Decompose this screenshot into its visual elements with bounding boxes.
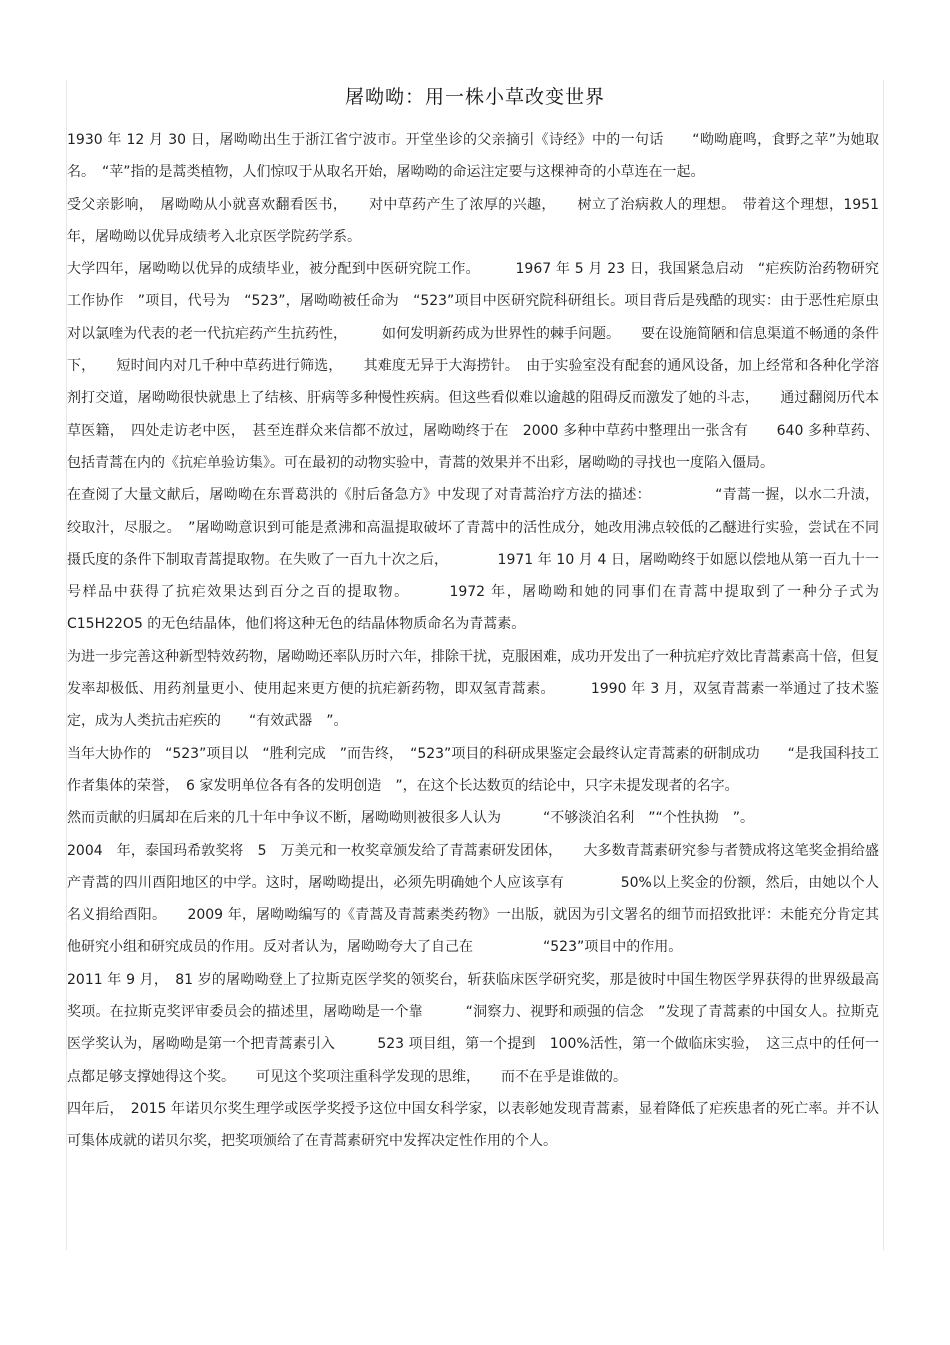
right-margin-line	[883, 80, 884, 1250]
paragraph-collective-credit: 当年大协作的 “523”项目以 “胜利完成 ”而告终， “523”项目的科研成果鉴定会最终认定青蒿素的研制成功 “是我国科技工作者集体的荣誉， 6 家发明单位各有各的发明创造 ”，在这个长达数页的结论中，只字未提发现者的名字。	[67, 745, 879, 794]
document-title: 屠呦呦：用一株小草改变世界	[344, 86, 605, 108]
paragraph-2004-award: 2004 年，泰国玛希敦奖将 5 万美元和一枚奖章颁发给了青蒿素研发团体， 大多数青蒿素研究参与者赞成将这笔奖金捐给盛产青蒿的四川酉阳地区的中学。这时，屠呦呦提出，必须先明确她个人应该享有 50%以上奖金的份额，然后，由她以个人名义捐给酉阳。 2009 年，屠呦呦编写的《青蒿及青蒿素类药物》一出版，就因为引文署名的细节而招致批评：未能充分肯定其他研究小组和研究成员的作用。反对者认为，屠呦呦夸大了自己在 “523”项目中的作用。	[67, 842, 879, 956]
paragraph-dihydroartemisinin: 为进一步完善这种新型特效药物，屠呦呦还率队历时六年，排除干扰，克服困难，成功开发出了一种抗疟疗效比青蒿素高十倍，但复发率却极低、用药剂量更小、使用起来更方便的抗疟新药物，即双氢青蒿素。 1990 年 3 月，双氢青蒿素一举通过了技术鉴定，成为人类抗击疟疾的 “有效武器 ”。	[67, 648, 879, 730]
paragraph-education: 受父亲影响， 屠呦呦从小就喜欢翻看医书， 对中草药产生了浓厚的兴趣， 树立了治病救人的理想。 带着这个理想，1951 年，屠呦呦以优异成绩考入北京医学院药学系。	[67, 196, 879, 245]
paragraph-birth: 1930 年 12 月 30 日，屠呦呦出生于浙江省宁波市。开堂坐诊的父亲摘引《诗经》中的一句话 “呦呦鹿鸣，食野之苹”为她取名。 “苹”指的是蒿类植物，人们惊叹于从取名开始，屠呦呦的命运注定要与这棵神奇的小草连在一起。	[67, 132, 879, 181]
paragraph-controversy: 然而贡献的归属却在后来的几十年中争议不断，屠呦呦则被很多人认为 “不够淡泊名利 ”“个性执拗 ”。	[67, 810, 755, 827]
paragraph-discovery: 在查阅了大量文献后，屠呦呦在东晋葛洪的《肘后备急方》中发现了对青蒿治疗方法的描述： “青蒿一握，以水二升渍，绞取汁，尽服之。 ”屠呦呦意识到可能是煮沸和高温提取破坏了青蒿中的活性成分，她改用沸点较低的乙醚进行实验，尝试在不同摄氏度的条件下制取青蒿提取物。在失败了一百九十次之后， 1971 年 10 月 4 日，屠呦呦终于如愿以偿地从第一百九十一号样品中获得了抗疟效果达到百分之百的提取物。 1972 年，屠呦呦和她的同事们在青蒿中提取到了一种分子式为 C15H22O5 的无色结晶体，他们将这种无色的结晶体物质命名为青蒿素。	[67, 487, 907, 633]
document-body	[67, 124, 907, 1158]
paragraph-lasker-award: 2011 年 9 月， 81 岁的屠呦呦登上了拉斯克医学奖的领奖台，斩获临床医学研究奖，那是彼时中国生物医学界获得的世界级最高奖项。在拉斯克奖评审委员会的描述里，屠呦呦是一个靠 “洞察力、视野和顽强的信念 ”发现了青蒿素的中国女人。拉斯克医学奖认为，屠呦呦是第一个把青蒿素引入 523 项目组，第一个提到 100%活性，第一个做临床实验， 这三点中的任何一点都足够支撑她得这个奖。 可见这个奖项注重科学发现的思维， 而不在乎是谁做的。	[67, 971, 879, 1085]
paragraph-nobel-prize: 四年后， 2015 年诺贝尔奖生理学或医学奖授予这位中国女科学家，以表彰她发现青蒿素，显着降低了疟疾患者的死亡率。并不认可集体成就的诺贝尔奖，把奖项颁给了在青蒿素研究中发挥决定性作用的个人。	[67, 1100, 879, 1150]
paragraph-project-523: 大学四年，屠呦呦以优异的成绩毕业，被分配到中医研究院工作。 1967 年 5 月 23 日，我国紧急启动 “疟疾防治药物研究工作协作 ”项目，代号为 “523”，屠呦呦被任命为 “523”项目中医研究院科研组长。项目背后是残酷的现实：由于恶性疟原虫对以氯喹为代表的老一代抗疟药产生抗药性， 如何发明新药成为世界性的棘手问题。 要在设施简陋和信息渠道不畅通的条件下， 短时间内对几千种中草药进行筛选， 其难度无异于大海捞针。 由于实验室没有配套的通风设备，加上经常和各种化学溶剂打交道，屠呦呦很快就患上了结核、肝病等多种慢性疾病。但这些看似难以逾越的阻碍反而激发了她的斗志， 通过翻阅历代本草医籍， 四处走访老中医， 甚至连群众来信都不放过，屠呦呦终于在 2000 多种中草药中整理出一张含有 640 多种草药、包括青蒿在内的《抗疟单验访集》。可在最初的动物实验中，青蒿的效果并不出彩，屠呦呦的寻找也一度陷入僵局。	[67, 261, 879, 471]
